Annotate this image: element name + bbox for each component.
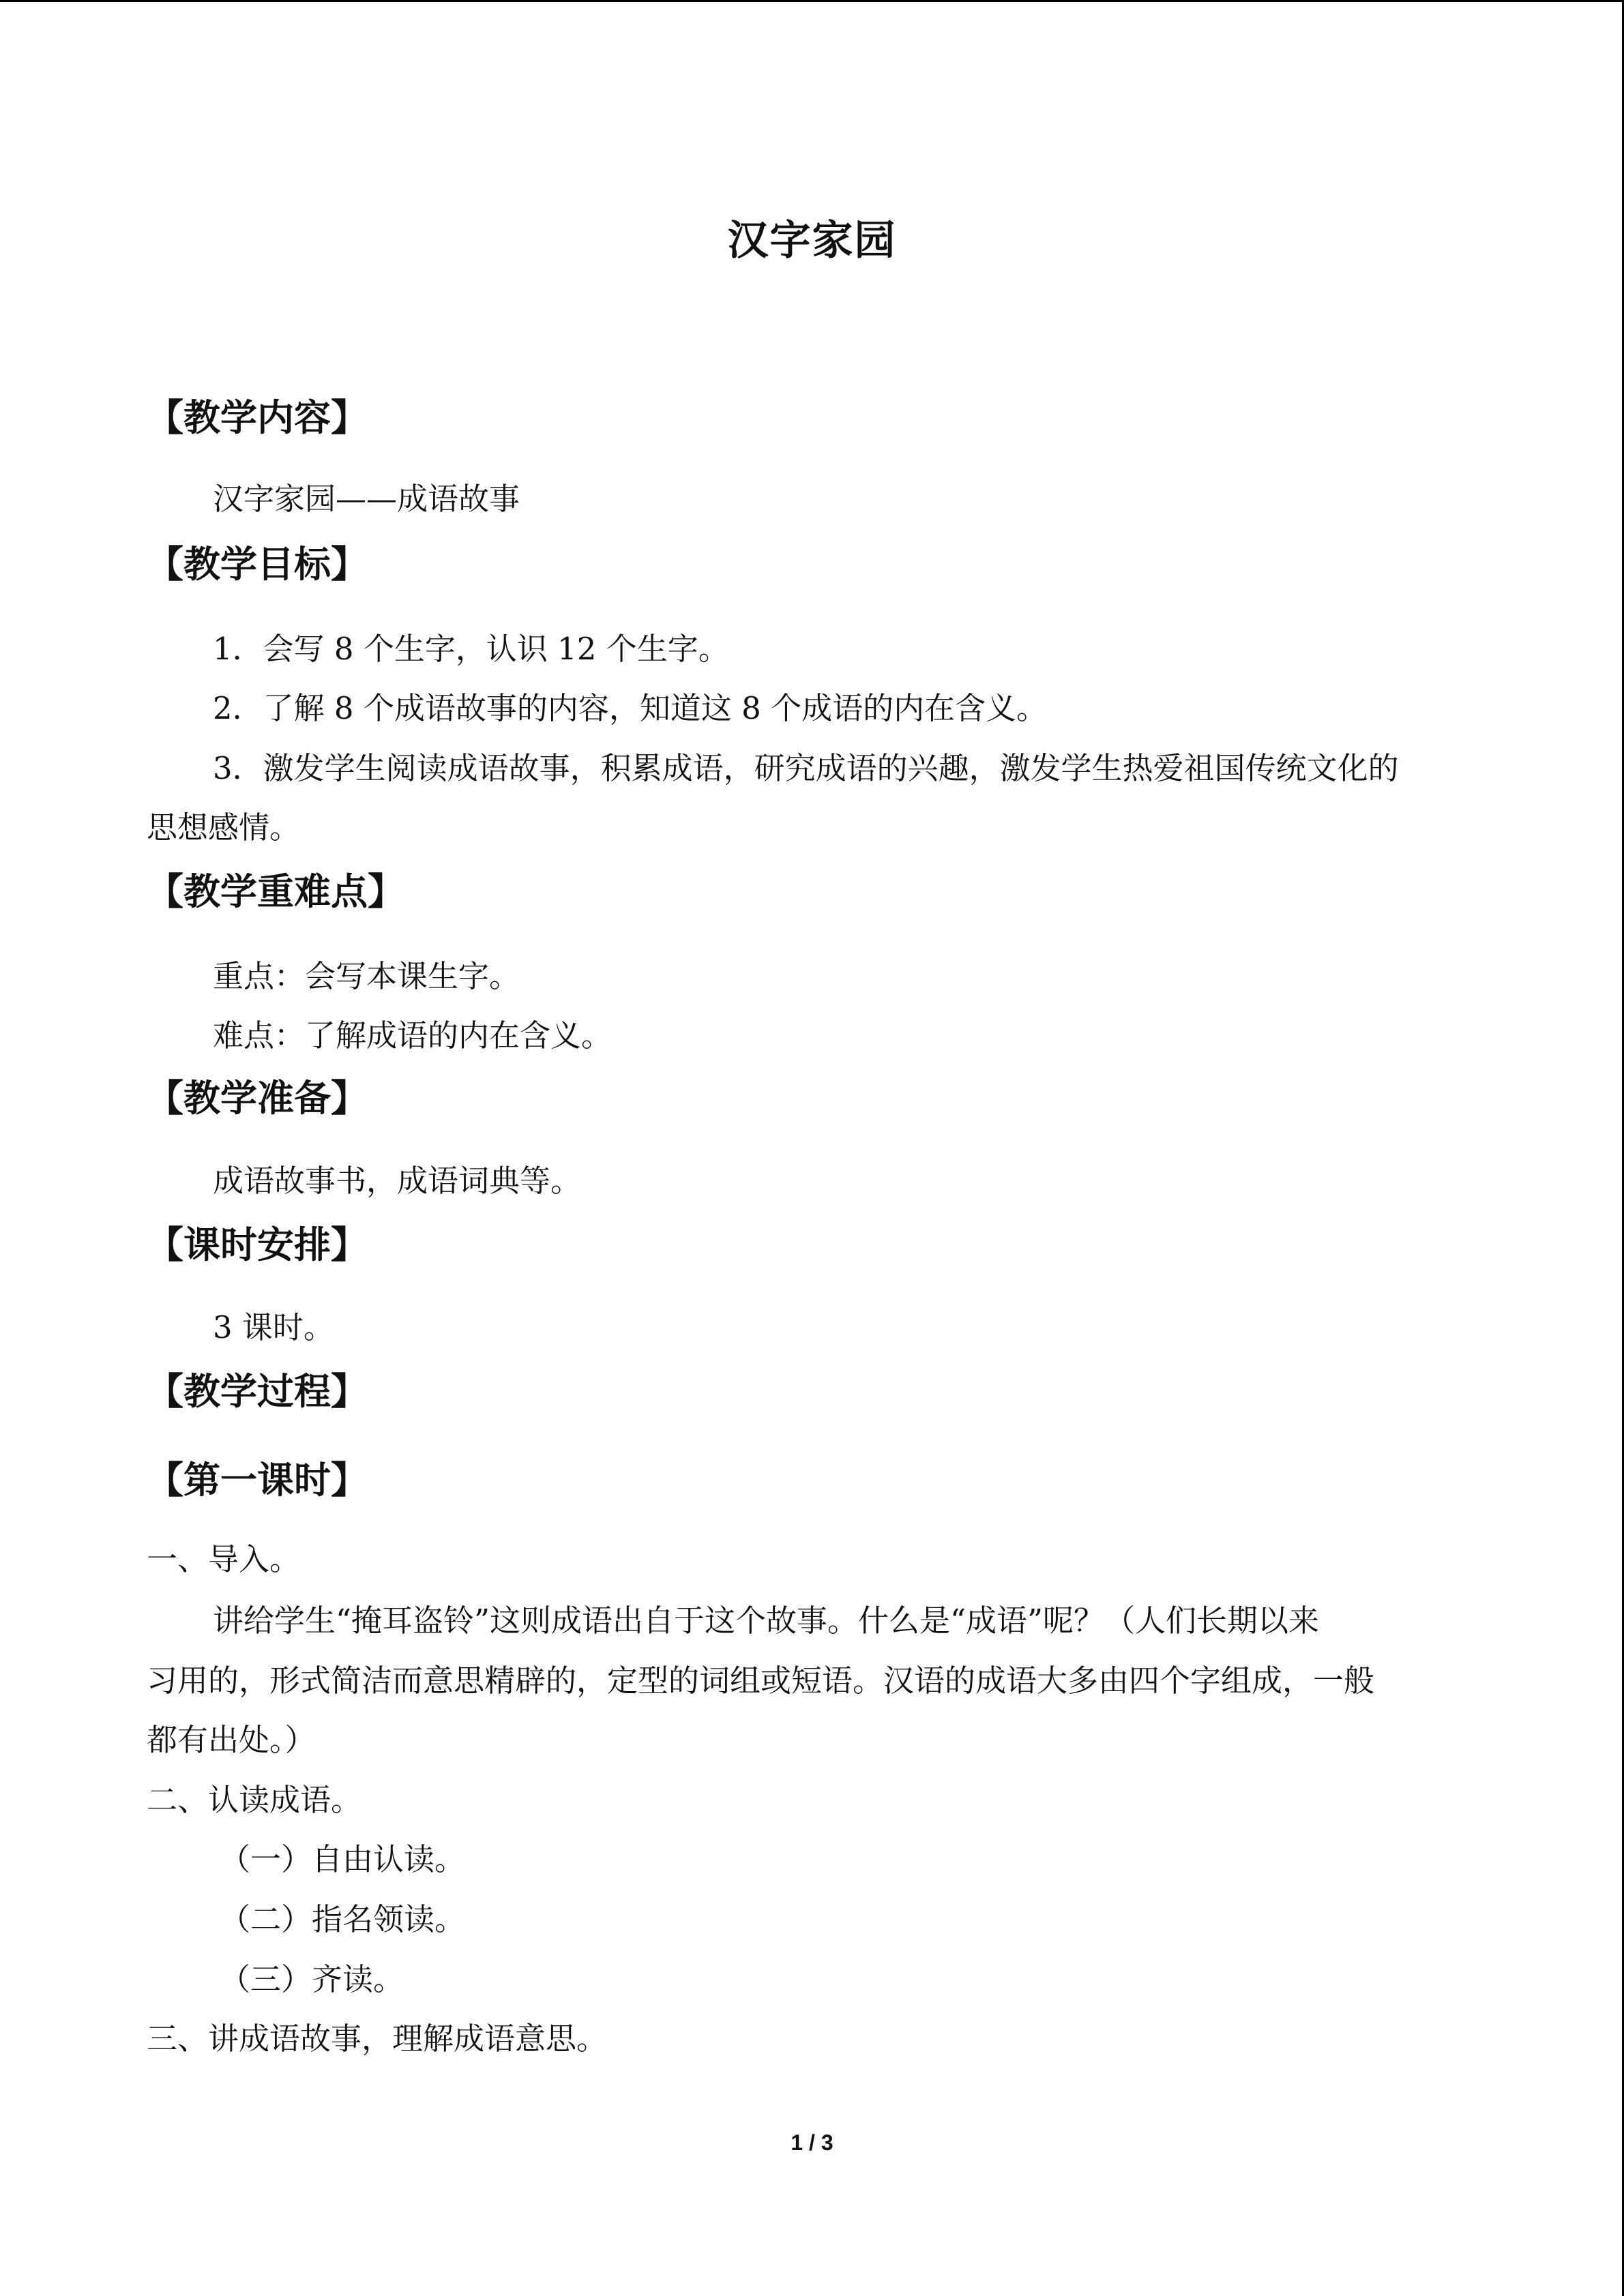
- step-2-item-c: （三）齐读。: [220, 1961, 404, 1997]
- step-1-text-line-1: 讲给学生“掩耳盗铃”这则成语出自于这个故事。什么是“成语”呢？（人们长期以来: [213, 1602, 1320, 1639]
- goal-2: 2．了解 8 个成语故事的内容，知道这 8 个成语的内在含义。: [213, 690, 1048, 726]
- step-3-title: 三、讲成语故事，理解成语意思。: [147, 2021, 608, 2057]
- key-point: 重点：会写本课生字。: [213, 958, 520, 994]
- step-1-text-line-2: 习用的，形式简洁而意思精辟的，定型的词组或短语。汉语的成语大多由四个字组成，一般: [147, 1663, 1375, 1699]
- section-heading-process: 【教学过程】: [147, 1370, 368, 1413]
- section-heading-key-points: 【教学重难点】: [147, 870, 404, 913]
- section-heading-schedule: 【课时安排】: [147, 1223, 368, 1266]
- goal-3-line-2: 思想感情。: [147, 809, 301, 846]
- section-heading-lesson-1: 【第一课时】: [147, 1459, 368, 1502]
- goal-1: 1．会写 8 个生字，认识 12 个生字。: [213, 631, 729, 667]
- step-2-item-b: （二）指名领读。: [220, 1901, 466, 1937]
- preparation-text: 成语故事书，成语词典等。: [213, 1163, 582, 1199]
- step-2-item-a: （一）自由认读。: [220, 1841, 466, 1877]
- section-heading-preparation: 【教学准备】: [147, 1077, 368, 1120]
- step-1-title: 一、导入。: [147, 1541, 301, 1577]
- step-2-title: 二、认读成语。: [147, 1782, 362, 1818]
- section-heading-content: 【教学内容】: [147, 396, 368, 439]
- goal-3-line-1: 3．激发学生阅读成语故事，积累成语，研究成语的兴趣，激发学生热爱祖国传统文化的: [213, 750, 1399, 786]
- page-number: 1 / 3: [791, 2130, 833, 2155]
- difficult-point: 难点：了解成语的内在含义。: [213, 1017, 612, 1054]
- section-heading-goals: 【教学目标】: [147, 543, 368, 586]
- content-text: 汉字家园——成语故事: [213, 481, 520, 517]
- document-title: 汉字家园: [727, 217, 897, 265]
- step-1-text-line-3: 都有出处。）: [147, 1722, 316, 1758]
- schedule-text: 3 课时。: [213, 1309, 334, 1345]
